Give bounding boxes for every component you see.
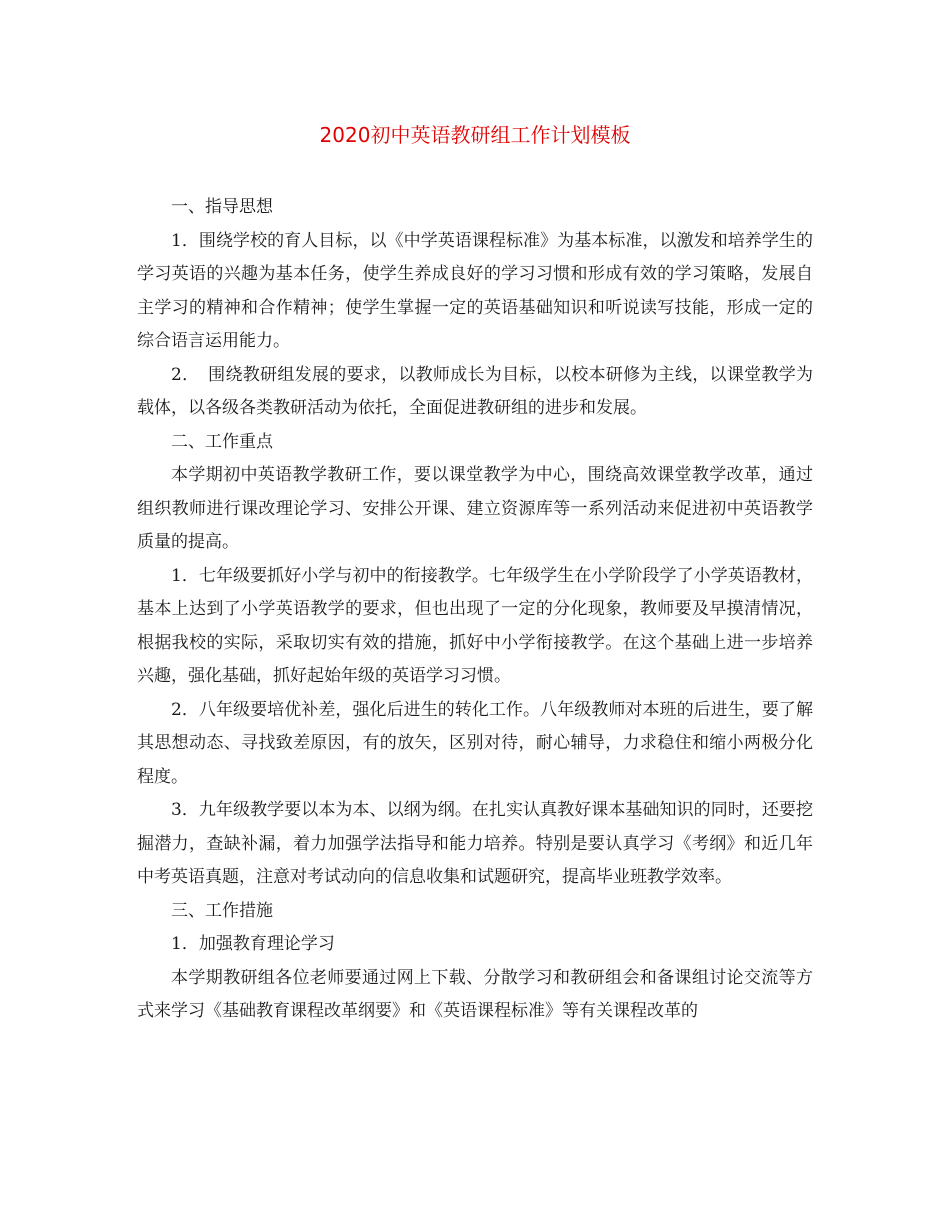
paragraph: 2．八年级要培优补差，强化后进生的转化工作。八年级教师对本班的后进生，要了解其思想动态、寻找致差原因，有的放矢，区别对待，耐心辅导，力求稳住和缩小两极分化程度。 — [137, 699, 813, 787]
section-heading: 一、指导思想 — [171, 197, 273, 217]
subsection-heading: 1．加强教育理论学习 — [171, 934, 335, 954]
section-heading: 三、工作措施 — [171, 900, 273, 921]
section-heading: 二、工作重点 — [171, 431, 273, 452]
paragraph: 1．围绕学校的育人目标，以《中学英语课程标准》为基本标准，以激发和培养学生的学习英语的兴趣为基本任务，使学生养成良好的学习习惯和形成有效的学习策略，发展自主学习的精神和合作精神；使学生掌握一定的英语基础知识和听说读写技能，形成一定的综合语言运用能力。 — [137, 230, 813, 351]
paragraph: 1．七年级要抓好小学与初中的衔接教学。七年级学生在小学阶段学了小学英语教材，基本上达到了小学英语教学的要求，但也出现了一定的分化现象，教师要及早摸清情况，根据我校的实际，采取切实有效的措施，抓好中小学衔接教学。在这个基础上进一步培养兴趣，强化基础，抓好起始年级的英语学习习惯。 — [137, 565, 813, 686]
paragraph: 2． 围绕教研组发展的要求，以教师成长为目标，以校本研修为主线，以课堂教学为载体，以各级各类教研活动为依托，全面促进教研组的进步和发展。 — [137, 364, 813, 418]
paragraph: 3．九年级教学要以本为本、以纲为纲。在扎实认真教好课本基础知识的同时，还要挖掘潜力，查缺补漏，着力加强学法指导和能力培养。特别是要认真学习《考纲》和近几年中考英语真题，注意对考试动向的信息收集和试题研究，提高毕业班教学效率。 — [137, 800, 813, 887]
document-body — [137, 191, 813, 1029]
paragraph: 本学期初中英语教学教研工作，要以课堂教学为中心，围绕高效课堂教学改革，通过组织教师进行课改理论学习、安排公开课、建立资源库等一系列活动来促进初中英语教学质量的提高。 — [137, 465, 813, 552]
paragraph: 本学期教研组各位老师要通过网上下载、分散学习和教研组会和备课组讨论交流等方式来学习《基础教育课程改革纲要》和《英语课程标准》等有关课程改革的 — [137, 967, 813, 1021]
document-title: 2020初中英语教研组工作计划模板 — [319, 123, 631, 147]
